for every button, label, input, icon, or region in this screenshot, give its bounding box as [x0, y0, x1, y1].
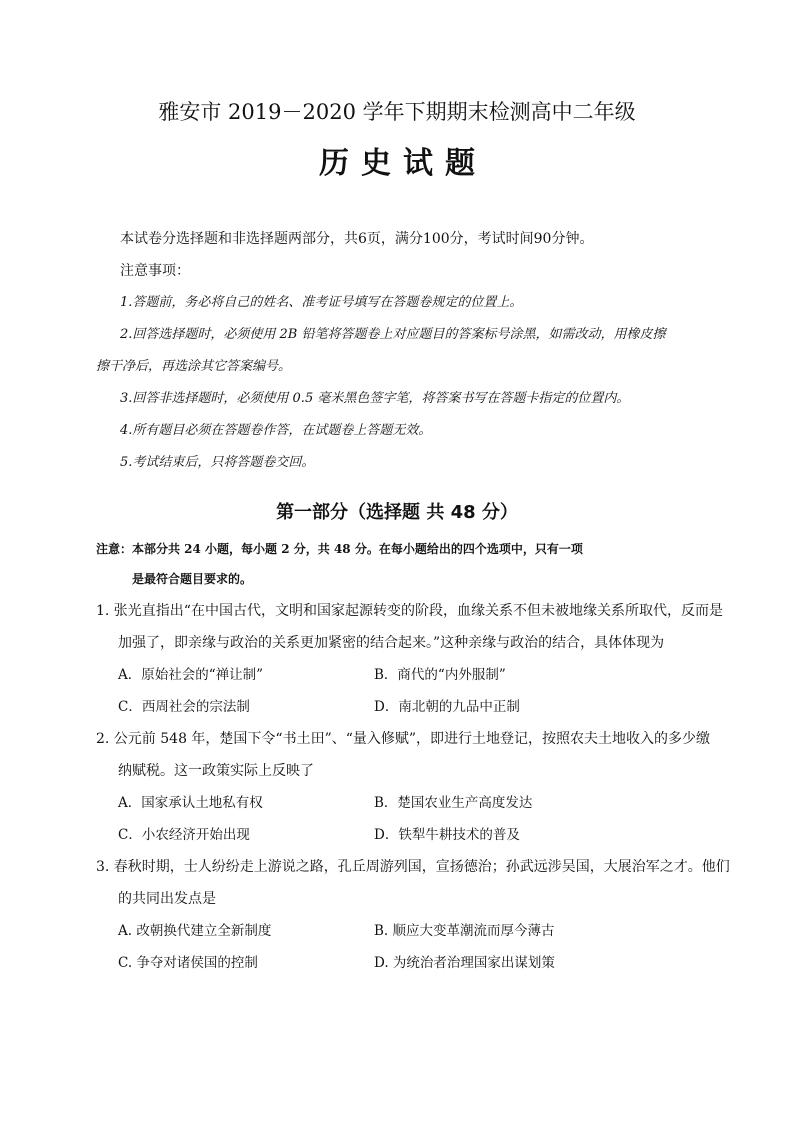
section-title: 第一部分（选择题 共 48 分）	[276, 502, 518, 523]
option-a: A. 改朝换代建立全新制度	[118, 923, 272, 939]
question-stem: 1. 张光直指出“在中国古代，文明和国家起源转变的阶段，血缘关系不但未被地缘关系所取代，反而是	[96, 603, 723, 619]
option-b: B．楚国农业生产高度发达	[374, 795, 533, 811]
notice-item: 5.考试结束后，只将答题卷交回。	[120, 455, 315, 470]
notice-title: 注意事项：	[120, 263, 190, 279]
notice-item-continued: 擦干净后，再选涂其它答案编号。	[96, 359, 292, 374]
notice-item: 2.回答选择题时，必须使用 2B 铅笔将答题卷上对应题目的答案标号涂黑，如需改动，用橡皮擦	[120, 327, 666, 342]
question-stem: 2. 公元前 548 年，楚国下令“书土田”、“量入修赋”，即进行土地登记，按照农夫土地收入的多少缴	[96, 731, 711, 747]
notice-item: 1.答题前，务必将自己的姓名、准考证号填写在答题卷规定的位置上。	[120, 295, 523, 310]
option-b: B．商代的“内外服制”	[374, 667, 506, 683]
intro-text: 本试卷分选择题和非选择题两部分，共6页，满分100分，考试时间90分钟。	[120, 231, 594, 247]
option-d: D．南北朝的九品中正制	[374, 699, 520, 715]
option-c: C．西周社会的宗法制	[118, 699, 250, 715]
question-stem: 3. 春秋时期，士人纷纷走上游说之路，孔丘周游列国，宣扬德治；孙武远涉吴国，大展治军之才。他们	[96, 859, 730, 875]
question-stem-continued: 纳赋税。这一政策实际上反映了	[118, 763, 314, 779]
option-b: B. 顺应大变革潮流而厚今薄古	[374, 923, 555, 939]
option-d: D. 为统治者治理国家出谋划策	[374, 955, 555, 971]
question-stem-continued: 加强了，即亲缘与政治的关系更加紧密的结合起来。”这种亲缘与政治的结合，具体体现为	[118, 635, 665, 651]
section-note: 注意：本部分共 24 小题，每小题 2 分，共 48 分。在每小题给出的四个选项中，只有一项	[96, 542, 583, 556]
section-note-continued: 是最符合题目要求的。	[132, 572, 253, 586]
option-d: D．铁犁牛耕技术的普及	[374, 827, 520, 843]
option-c: C. 争夺对诸侯国的控制	[118, 955, 258, 971]
option-c: C．小农经济开始出现	[118, 827, 250, 843]
exam-title: 雅安市 2019－2020 学年下期期末检测高中二年级	[158, 100, 636, 124]
option-a: A．原始社会的“禅让制”	[118, 667, 264, 683]
question-stem-continued: 的共同出发点是	[118, 891, 216, 907]
subject-title: 历史试题	[319, 146, 487, 181]
notice-item: 3.回答非选择题时，必须使用 0.5 毫米黑色签字笔，将答案书写在答题卡指定的位置内。	[120, 391, 630, 406]
option-a: A．国家承认土地私有权	[118, 795, 263, 811]
notice-item: 4.所有题目必须在答题卷作答，在试题卷上答题无效。	[120, 423, 432, 438]
